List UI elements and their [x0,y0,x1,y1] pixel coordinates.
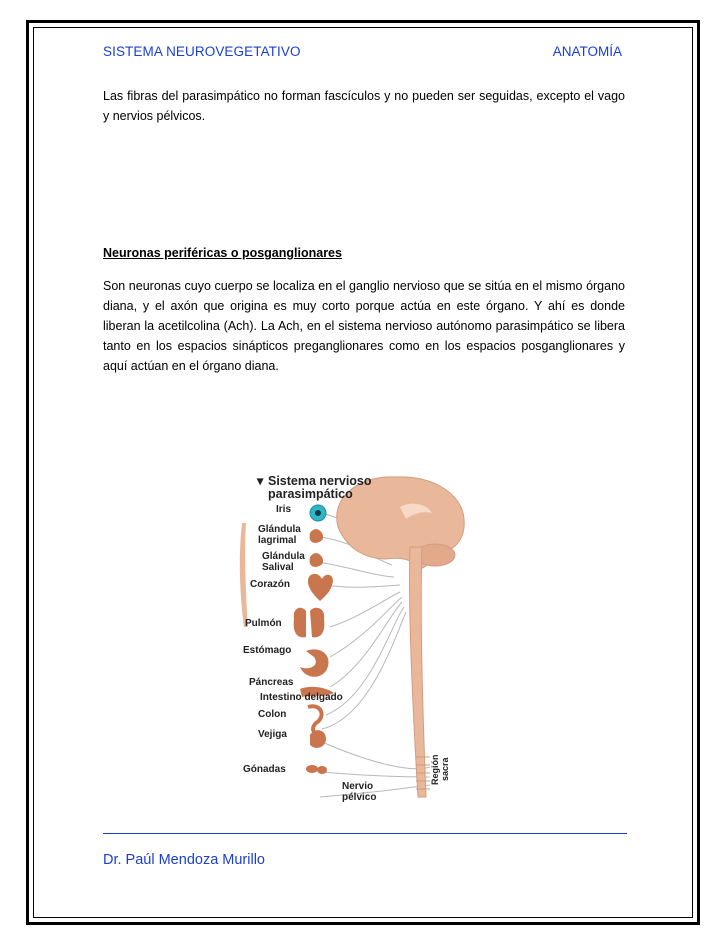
gonad-organ-1 [306,765,318,773]
label-lacrimal-2: lagrimal [258,535,297,546]
spinal-cord-shape [409,547,426,797]
label-region-1: Región [430,754,440,785]
gonad-organ-2 [317,766,327,774]
label-salival-2: Salival [262,562,294,573]
stomach-organ [300,649,329,676]
salivary-gland-organ [310,553,324,567]
paragraph-neuronas: Son neuronas cuyo cuerpo se localiza en el ganglio nervioso que se sitúa en el mismo órgano diana, y el axón que origina es muy corto porque actúa en este órgano. Y ahí es donde liberan la acetilcolina (Ach). La Ach, en el sistema nervioso autónomo parasimpático se libera tanto en los espacios sinápticos preganglionares como en los espacios posganglionares y aquí actúan en el órgano diana. [103,279,625,373]
colon-organ [308,706,322,733]
header-course: ANATOMÍA [552,44,622,59]
figure-title-line2: parasimpático [268,487,353,501]
label-pancreas: Páncreas [249,677,294,688]
side-silhouette [240,523,248,627]
lung-left-organ [294,608,306,638]
bladder-organ [310,730,326,748]
section-heading: Neuronas periféricas o posganglionares [103,246,342,260]
label-salival-1: Glándula [262,551,305,562]
parasympathetic-diagram [230,467,470,815]
label-corazon: Corazón [250,579,290,590]
label-region-2: sacra [440,757,450,781]
label-estomago: Estómago [243,645,292,656]
label-pulmon: Pulmón [245,618,282,629]
footer-divider [103,833,627,834]
label-gonadas: Gónadas [243,764,286,775]
label-nervio-2: pélvico [342,792,377,803]
footer-author: Dr. Paúl Mendoza Murillo [103,852,265,868]
label-intestino: Intestino delgado [260,692,343,703]
lacrimal-gland-organ [310,529,324,543]
heart-organ [308,574,333,601]
header-subject: SISTEMA NEUROVEGETATIVO [103,44,301,59]
label-nervio-1: Nervio [342,781,374,792]
paragraph-fibras: Las fibras del parasimpático no forman fascículos y no pueden ser seguidas, excepto el vago y nervios pélvicos. [103,89,625,123]
figure-title-line1: Sistema nervioso [268,474,372,488]
label-iris: Iris [276,504,292,515]
figure-title-icon: ▾ [257,474,264,488]
label-vejiga: Vejiga [258,729,287,740]
label-colon: Colon [258,709,287,720]
label-lacrimal-1: Glándula [258,524,301,535]
lung-right-organ [310,608,324,638]
iris-pupil [315,510,321,516]
